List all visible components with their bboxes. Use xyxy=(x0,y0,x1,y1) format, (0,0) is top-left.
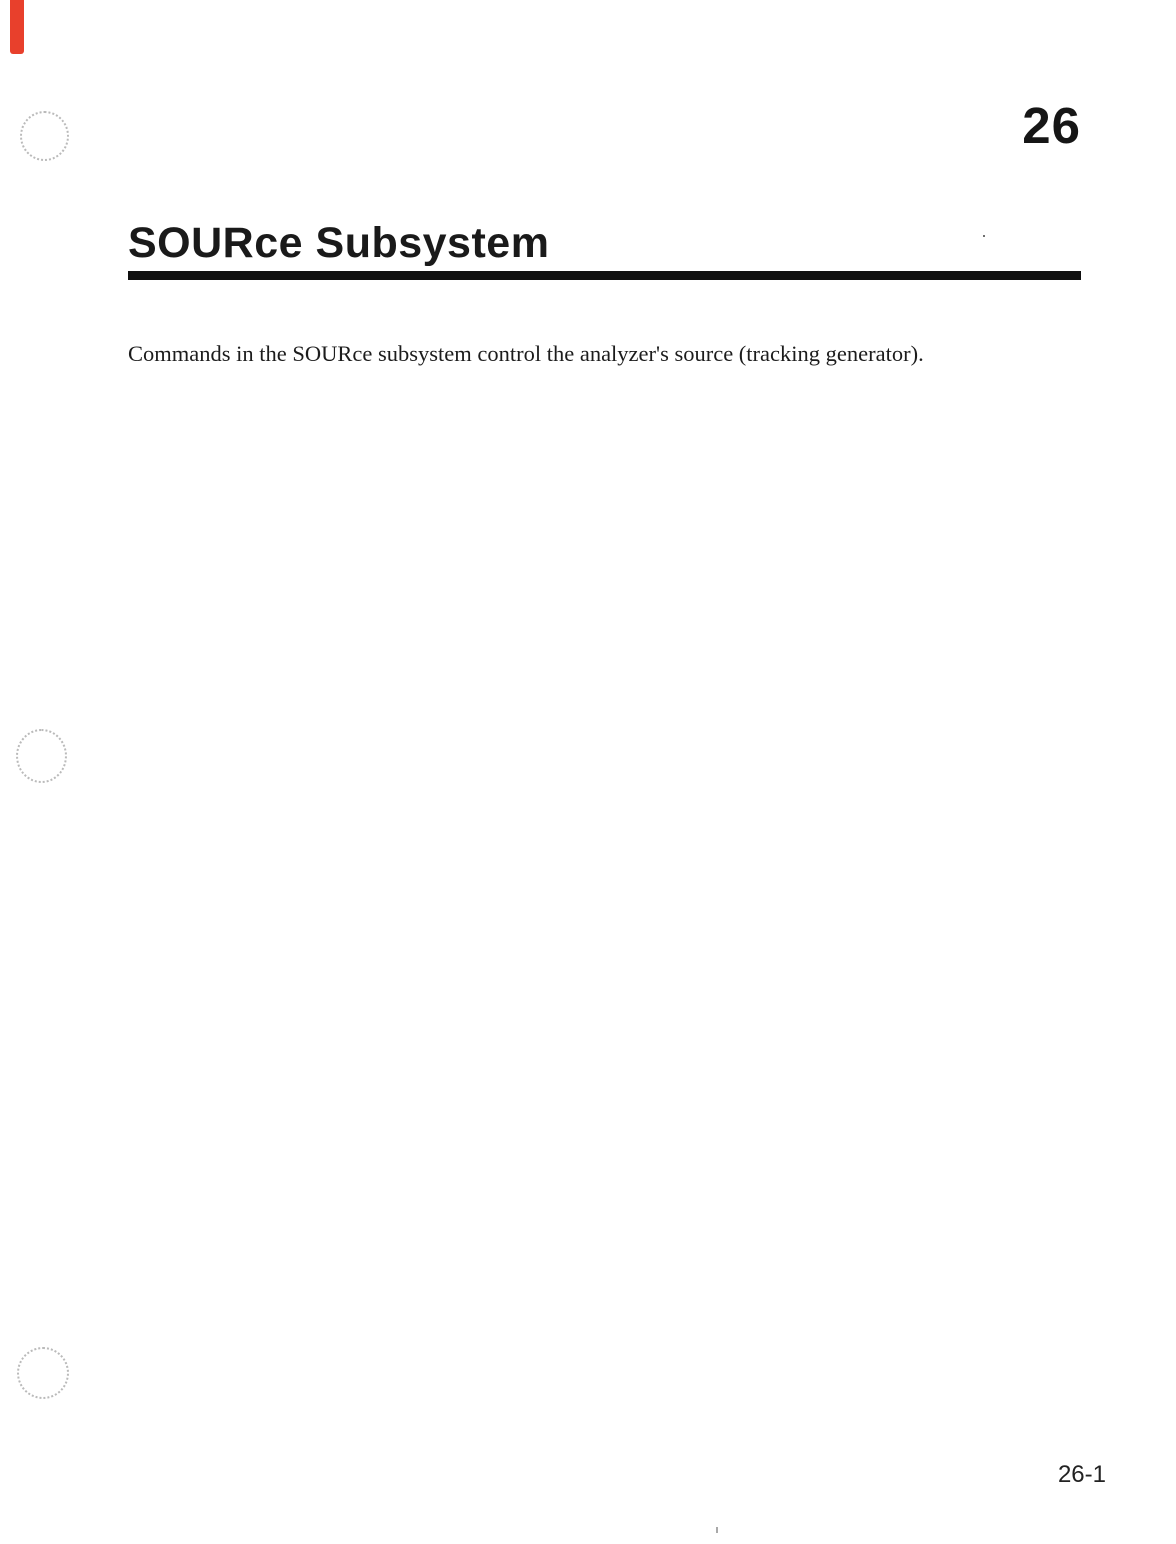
chapter-number: 26 xyxy=(1022,97,1081,154)
page-number: 26-1 xyxy=(1057,1461,1106,1488)
hole-punch-mark-bottom xyxy=(17,1347,69,1399)
page-title: SOURce Subsystem xyxy=(128,219,550,267)
scan-speck xyxy=(716,1527,718,1533)
title-rule xyxy=(128,271,1081,280)
body-text: Commands in the SOURce subsystem control the analyzer's source (tracking generator). xyxy=(128,341,924,366)
scan-speck xyxy=(983,235,985,237)
hole-punch-mark-top xyxy=(20,111,69,161)
hole-punch-mark-middle xyxy=(16,729,67,783)
red-scan-mark xyxy=(10,0,24,54)
